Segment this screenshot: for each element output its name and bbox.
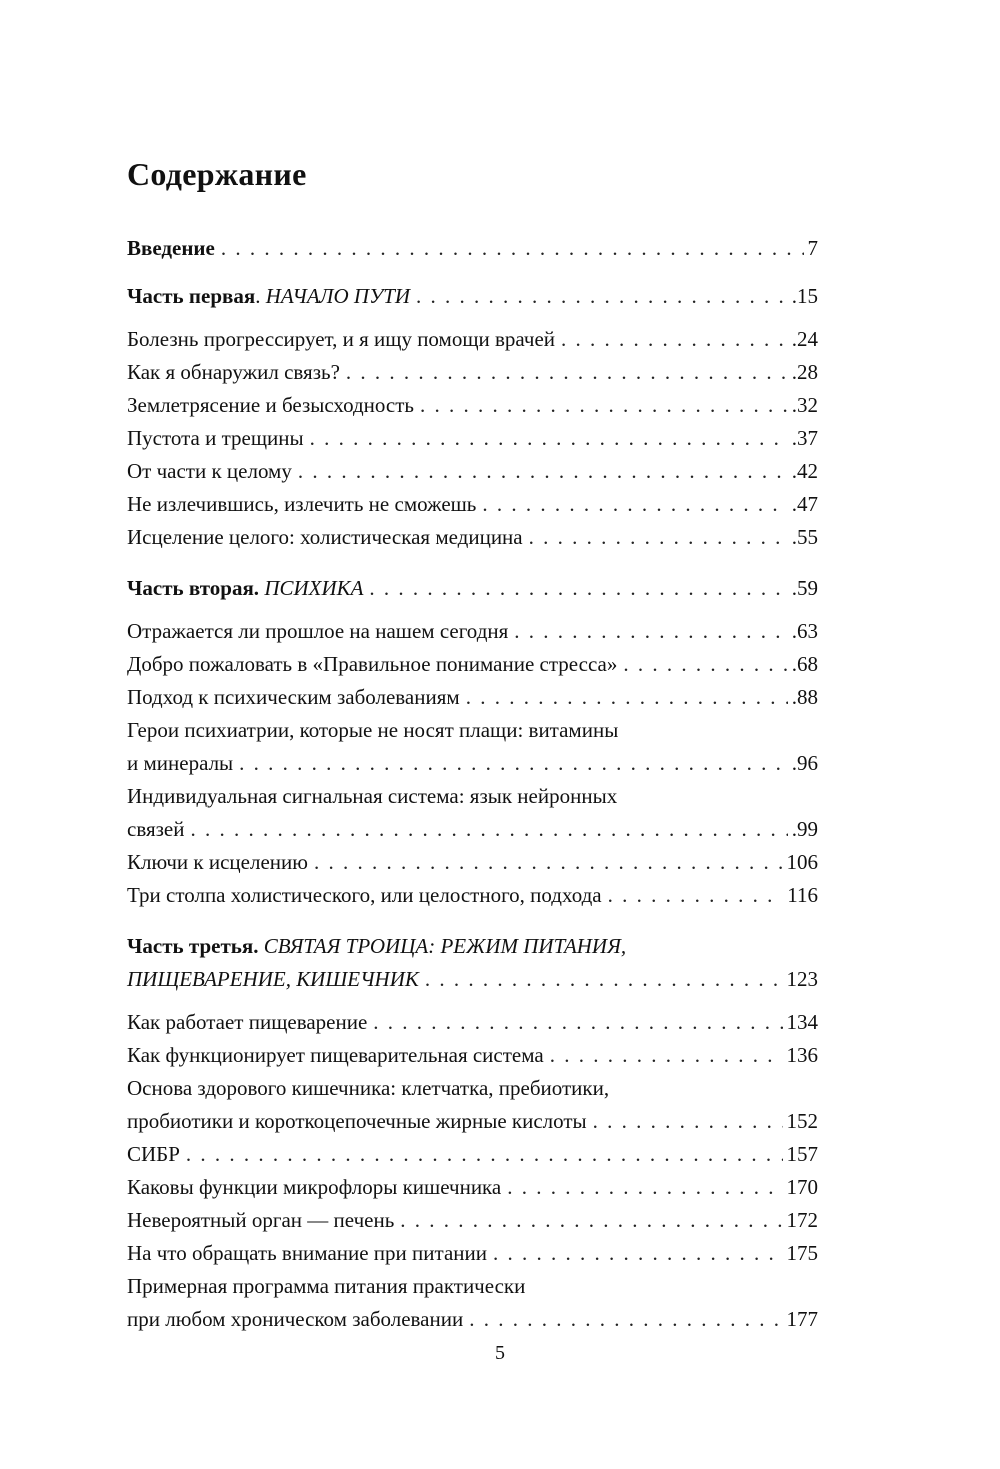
toc-entry-label: Введение <box>127 236 215 260</box>
toc-page-number: .24 <box>791 327 818 351</box>
toc-page-number: .63 <box>791 619 818 643</box>
table-of-contents <box>127 232 818 1336</box>
toc-entry-label: Каковы функции микрофлоры кишечника <box>127 1175 502 1199</box>
toc-item[interactable] <box>127 1072 818 1138</box>
dot-leader <box>466 681 788 714</box>
toc-entry-label: Исцеление целого: холистическая медицина <box>127 525 523 549</box>
toc-item[interactable] <box>127 422 818 455</box>
toc-entry-label: пробиотики и короткоцепочечные жирные кислоты <box>127 1109 587 1133</box>
toc-page-number: 136 <box>786 1043 818 1067</box>
dot-leader <box>593 1105 783 1138</box>
toc-page-number: 116 <box>787 883 818 907</box>
toc-page-number: .32 <box>791 393 818 417</box>
toc-part-2-heading[interactable] <box>127 572 818 605</box>
toc-item[interactable] <box>127 488 818 521</box>
toc-page-number: 7 <box>807 236 818 260</box>
dot-leader <box>469 1303 782 1336</box>
dot-leader <box>608 879 784 912</box>
toc-item[interactable] <box>127 1006 818 1039</box>
toc-item[interactable] <box>127 1204 818 1237</box>
toc-entry-label: СИБР <box>127 1142 180 1166</box>
toc-entry-label: Болезнь прогрессирует, и я ищу помощи врачей <box>127 327 555 351</box>
toc-page-number: 152 <box>786 1109 818 1133</box>
toc-page-number: .42 <box>791 459 818 483</box>
toc-item[interactable] <box>127 879 818 912</box>
toc-entry-label: Ключи к исцелению <box>127 850 308 874</box>
toc-entry-label-line1: Герои психиатрии, которые не носят плащи: витамины <box>127 718 619 742</box>
toc-entry-label: Как работает пищеварение <box>127 1010 368 1034</box>
toc-page-number: .68 <box>791 652 818 676</box>
toc-entry-label: Добро пожаловать в «Правильное понимание стресса» <box>127 652 618 676</box>
toc-entry-label: На что обращать внимание при питании <box>127 1241 487 1265</box>
toc-item[interactable] <box>127 1270 818 1336</box>
toc-entry-label: связей <box>127 817 185 841</box>
toc-page-number: 172 <box>786 1208 818 1232</box>
toc-entry-label-line1: Индивидуальная сигнальная система: язык нейронных <box>127 784 618 808</box>
dot-leader <box>623 648 787 681</box>
dot-leader <box>529 521 788 554</box>
toc-item[interactable] <box>127 1171 818 1204</box>
toc-item[interactable] <box>127 1039 818 1072</box>
page-title: Содержание <box>127 156 307 192</box>
toc-page-number: 106 <box>786 850 818 874</box>
toc-page-number: 175 <box>786 1241 818 1265</box>
dot-leader <box>239 747 788 780</box>
dot-leader <box>186 1138 783 1171</box>
toc-page-number: 170 <box>786 1175 818 1199</box>
toc-entry-label: Как я обнаружил связь? <box>127 360 340 384</box>
dot-leader <box>400 1204 782 1237</box>
toc-page-number: .96 <box>791 751 818 775</box>
toc-item[interactable] <box>127 846 818 879</box>
toc-entry-label: От части к целому <box>127 459 292 483</box>
toc-part-3-heading[interactable] <box>127 930 818 996</box>
toc-item[interactable] <box>127 455 818 488</box>
toc-page-number: .88 <box>791 685 818 709</box>
toc-page-number: .28 <box>791 360 818 384</box>
dot-leader <box>346 356 788 389</box>
toc-part-1-items <box>127 323 818 554</box>
dot-leader <box>190 813 787 846</box>
toc-item[interactable] <box>127 714 818 780</box>
toc-item[interactable] <box>127 389 818 422</box>
dot-leader <box>493 1237 783 1270</box>
dot-leader <box>373 1006 782 1039</box>
toc-item[interactable] <box>127 521 818 554</box>
toc-page-number: 157 <box>786 1142 818 1166</box>
toc-page-number: .15 <box>791 284 818 308</box>
dot-leader <box>310 422 788 455</box>
toc-part-2-items <box>127 615 818 912</box>
dot-leader <box>369 572 787 605</box>
dot-leader <box>561 323 788 356</box>
dot-leader <box>298 455 788 488</box>
toc-entry-label: Отражается ли прошлое на нашем сегодня <box>127 619 509 643</box>
dot-leader <box>420 389 788 422</box>
toc-entry-label-line1: Часть третья. СВЯТАЯ ТРОИЦА: РЕЖИМ ПИТАНИЯ, <box>127 934 627 958</box>
toc-entry-label: Как функционирует пищеварительная система <box>127 1043 544 1067</box>
dot-leader <box>482 488 787 521</box>
toc-entry-label: Подход к психическим заболеваниям <box>127 685 460 709</box>
toc-entry-label-line1: Примерная программа питания практически <box>127 1274 526 1298</box>
dot-leader <box>314 846 783 879</box>
toc-page-number: .55 <box>791 525 818 549</box>
dot-leader <box>416 280 788 313</box>
toc-page-number: 177 <box>786 1307 818 1331</box>
toc-item[interactable] <box>127 681 818 714</box>
dot-leader <box>514 615 787 648</box>
toc-page-number: 123 <box>786 967 818 991</box>
dot-leader <box>550 1039 783 1072</box>
toc-entry-label: Пустота и трещины <box>127 426 304 450</box>
toc-page-number: .99 <box>791 817 818 841</box>
toc-item[interactable] <box>127 323 818 356</box>
toc-entry-label: и минералы <box>127 751 234 775</box>
toc-entry-label: Невероятный орган — печень <box>127 1208 395 1232</box>
toc-entry-label: Три столпа холистического, или целостного, подхода <box>127 883 602 907</box>
toc-page-number: .59 <box>791 576 818 600</box>
toc-entry-label: Часть первая. НАЧАЛО ПУТИ <box>127 284 411 308</box>
page-number-footer: 5 <box>495 1342 505 1364</box>
toc-entry-label: Часть вторая. ПСИХИКА <box>127 576 364 600</box>
toc-entry-label: при любом хроническом заболевании <box>127 1307 464 1331</box>
toc-item[interactable] <box>127 1237 818 1270</box>
toc-entry-label: Не излечившись, излечить не сможешь <box>127 492 477 516</box>
toc-page-number: .47 <box>791 492 818 516</box>
toc-item[interactable] <box>127 780 818 846</box>
dot-leader <box>507 1171 782 1204</box>
toc-item[interactable] <box>127 356 818 389</box>
toc-page-number: .37 <box>791 426 818 450</box>
toc-introduction[interactable] <box>127 232 818 265</box>
toc-page-number: 134 <box>786 1010 818 1034</box>
toc-item[interactable] <box>127 1138 818 1171</box>
toc-part-1-heading[interactable] <box>127 280 818 313</box>
toc-entry-label: ПИЩЕВАРЕНИЕ, КИШЕЧНИК <box>127 967 419 991</box>
toc-item[interactable] <box>127 648 818 681</box>
toc-entry-label: Землетрясение и безысходность <box>127 393 415 417</box>
toc-entry-label-line1: Основа здорового кишечника: клетчатка, пребиотики, <box>127 1076 610 1100</box>
toc-part-3-items <box>127 1006 818 1336</box>
toc-item[interactable] <box>127 615 818 648</box>
dot-leader <box>425 963 783 996</box>
dot-leader <box>221 232 804 265</box>
